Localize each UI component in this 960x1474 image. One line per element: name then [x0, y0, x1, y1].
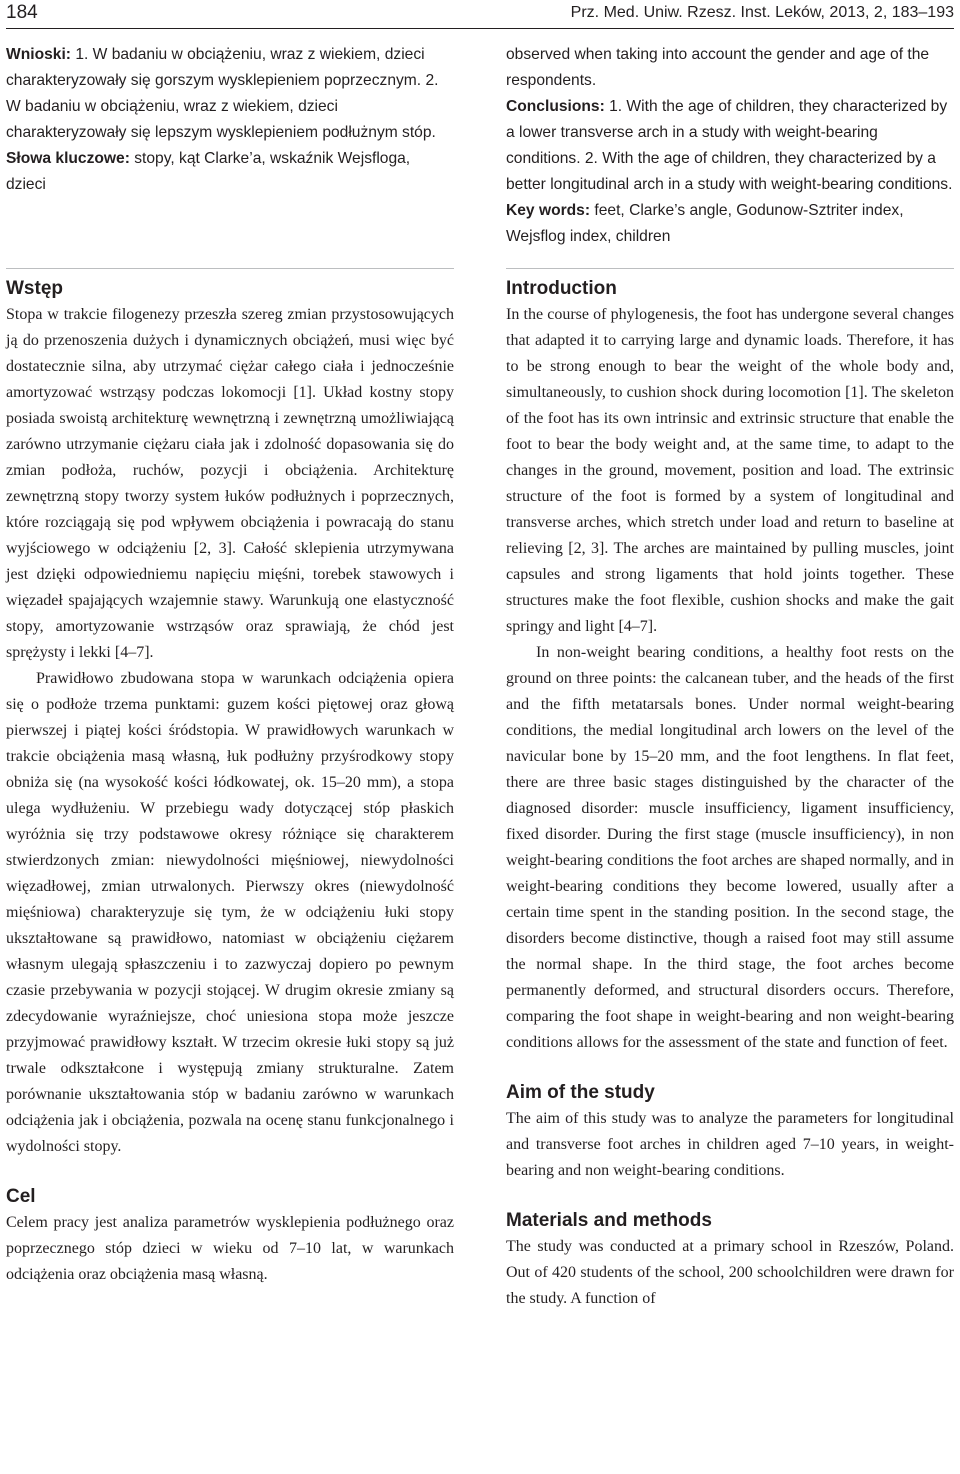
page-number: 184 — [6, 2, 38, 23]
body-column-en — [506, 276, 954, 1312]
body-column-pl — [6, 276, 454, 1288]
keywords-text-en: feet, Clarke’s angle, Godunow-Sztriter index, Wejsflog index, children — [506, 202, 904, 245]
aim-paragraph-pl: Celem pracy jest analiza parametrów wysklepienia podłużnego oraz poprzecznego stóp dzieci w wieku od 7–10 lat, w warunkach odciążenia oraz obciążenia masą własną. — [6, 1214, 454, 1283]
abstract-en — [506, 42, 954, 250]
aim-heading-pl: Cel — [6, 1186, 36, 1207]
intro-paragraph-pl-1: Stopa w trakcie filogenezy przeszła szereg zmian przystosowujących ją do przenoszenia dużych i dynamicznych obciążeń, musi więc być dostatecznie silna, aby utrzymać ciężar całego ciała i jednocześnie amortyzować wstrząsy podczas lokomocji [1]. Układ kostny stopy posiada swoistą architekturę wewnętrzną i zewnętrzną umożliwiającą zarówno utrzymanie ciężaru ciała jak i zdolność dopasowania się do zmian podłoża, ruchów, pozycji i obciążenia. Architekturę zewnętrzną stopy tworzy system łuków podłużnych i poprzecznych, które rozciągają się pod wpływem obciążenia i powracają do stanu wyjściowego w odciążeniu [2, 3]. Całość sklepienia utrzymywana jest dzięki odpowiedniemu napięciu mięśni, torebek stawowych i więzadeł spajających wzajemnie stawy. Warunkują one elastyczność stopy, amortyzowanie wstrząsów oraz sprawiają, że chód jest sprężysty i lekki [4–7]. — [6, 306, 454, 661]
keywords-text-pl: stopy, kąt Clarke’a, wskaźnik Wejsfloga, dzieci — [6, 150, 411, 193]
aim-heading-en: Aim of the study — [506, 1082, 655, 1103]
conclusions-label-pl: Wnioski: — [6, 46, 71, 63]
intro-paragraph-en-2: In non-weight bearing conditions, a healthy foot rests on the ground on three points: the calcanean tuber, and the heads of the first and the fifth metatarsals bones. Under normal weight-bearing conditions, the medial longitudinal arch lowers on the level of the navicular bone by 15–20 mm, and the foot lengthens. In flat feet, there are three basic stages distinguished by the character of the diagnosed disorder: muscle insufficiency, ligament insufficiency, fixed disorder. During the first stage (muscle insufficiency), in non weight-bearing conditions the foot arches are shaped normally, and in weight-bearing conditions they become lowered, usually after a certain time spent in the standing position. In the second stage, the disorders become distinctive, though a raised foot may still assume the normal shape. In the third stage, the foot arches become permanently deformed, and structural disorders occurs. Therefore, comparing the foot shape in weight-bearing and non weight-bearing conditions allows for the assessment of the state and function of feet. — [506, 644, 954, 1051]
header-rule — [6, 28, 954, 29]
intro-heading-pl: Wstęp — [6, 278, 63, 299]
keywords-label-pl: Słowa kluczowe: — [6, 150, 130, 167]
conclusions-label-en: Conclusions: — [506, 98, 605, 115]
abstract-en-conclusions — [506, 94, 954, 198]
intro-paragraph-pl-2: Prawidłowo zbudowana stopa w warunkach odciążenia opiera się o podłoże trzema punktami: guzem kości piętowej oraz głową pierwszej i piątej kości śródstopia. W prawidłowych warunkach w trakcie obciążenia masą własną, łuk podłużny przyśrodkowy stopy obniża się (na wysokość kości łódkowatej, ok. 15–20 mm), a stopa ulega wydłużeniu. W przebiegu wady dotyczącej stóp płaskich wyróżnia się trzy podstawowe okresy różniące się charakterem stwierdzonych zmian: niewydolności mięśniowej, niewydolności więzadłowej, zmian utrwalonych. Pierwszy okres (niewydolność mięśniowa) charakteryzuje się tym, że w odciążeniu łuki stopy ukształtowane są prawidłowo, natomiast w obciążeniu ciężarem własnym ulegają spłaszczeniu i to zazwyczaj dopiero po pewnym czasie przebywania w pozycji stojącej. W drugim okresie zmiany są zdecydowanie wyraźniejsze, choć uniesiona stopa może jeszcze przyjmować prawidłowy kształt. W trzecim okresie łuki stopy są już trwale odkształcone i występują zmiany strukturalne. Zatem porównanie ukształtowania stóp w badaniu zarówno w warunkach odciążenia jak i obciążenia, pozwala na ocenę stanu funkcjonalnego i wydolności stopy. — [6, 670, 454, 1155]
conclusions-text-pl: 1. W badaniu w obciążeniu, wraz z wiekiem, dzieci charakteryzowały się gorszym wysklepieniem poprzecznym. 2. W badaniu w obciążeniu, wraz z wiekiem, dzieci charakteryzowały się lepszym wysklepieniem podłużnym stóp. — [6, 46, 439, 141]
abstract-pl-keywords — [6, 146, 454, 198]
aim-paragraph-en: The aim of this study was to analyze the parameters for longitudinal and transverse foot arches in children aged 7–10 years, in weight-bearing and non weight-bearing conditions. — [506, 1110, 954, 1179]
abstract-en-lead: observed when taking into account the gender and age of the respondents. — [506, 46, 930, 89]
methods-paragraph-en: The study was conducted at a primary school in Rzeszów, Poland. Out of 420 students of the school, 200 schoolchildren were drawn for the study. A function of — [506, 1238, 954, 1307]
intro-paragraph-en-1: In the course of phylogenesis, the foot has undergone several changes that adapted it to carrying large and dynamic loads. Therefore, it has to be strong enough to bear the weight of the whole body and, simultaneously, to cushion shock during locomotion [1]. The skeleton of the foot has its own intrinsic and extrinsic structure that enable the foot to bear the body weight and, at the same time, to adapt to the changes in the ground, movement, position and load. The extrinsic structure of the foot is formed by a system of longitudinal and transverse arches, which stretch under load and return to baseline at relieving [2, 3]. The arches are maintained by pulling muscles, joint capsules and strong ligaments that hold joints together. These structures make the foot flexible, cushion shocks and make the gait springy and light [4–7]. — [506, 306, 954, 635]
abstract-pl-conclusions — [6, 42, 454, 146]
abstract-en-keywords — [506, 198, 954, 250]
intro-heading-en: Introduction — [506, 278, 617, 299]
journal-reference: Prz. Med. Uniw. Rzesz. Inst. Leków, 2013, 2, 183–193 — [570, 4, 954, 21]
conclusions-text-en: 1. With the age of children, they characterized by a lower transverse arch in a study with weight-bearing conditions. 2. With the age of children, they characterized by a better longitudinal arch in a study with weight-bearing conditions. — [506, 98, 953, 193]
abstract-rule-left — [6, 268, 454, 269]
running-header — [6, 0, 954, 28]
methods-heading-en: Materials and methods — [506, 1210, 712, 1231]
abstract-pl — [6, 42, 454, 198]
keywords-label-en: Key words: — [506, 202, 591, 219]
abstract-rule-right — [506, 268, 954, 269]
